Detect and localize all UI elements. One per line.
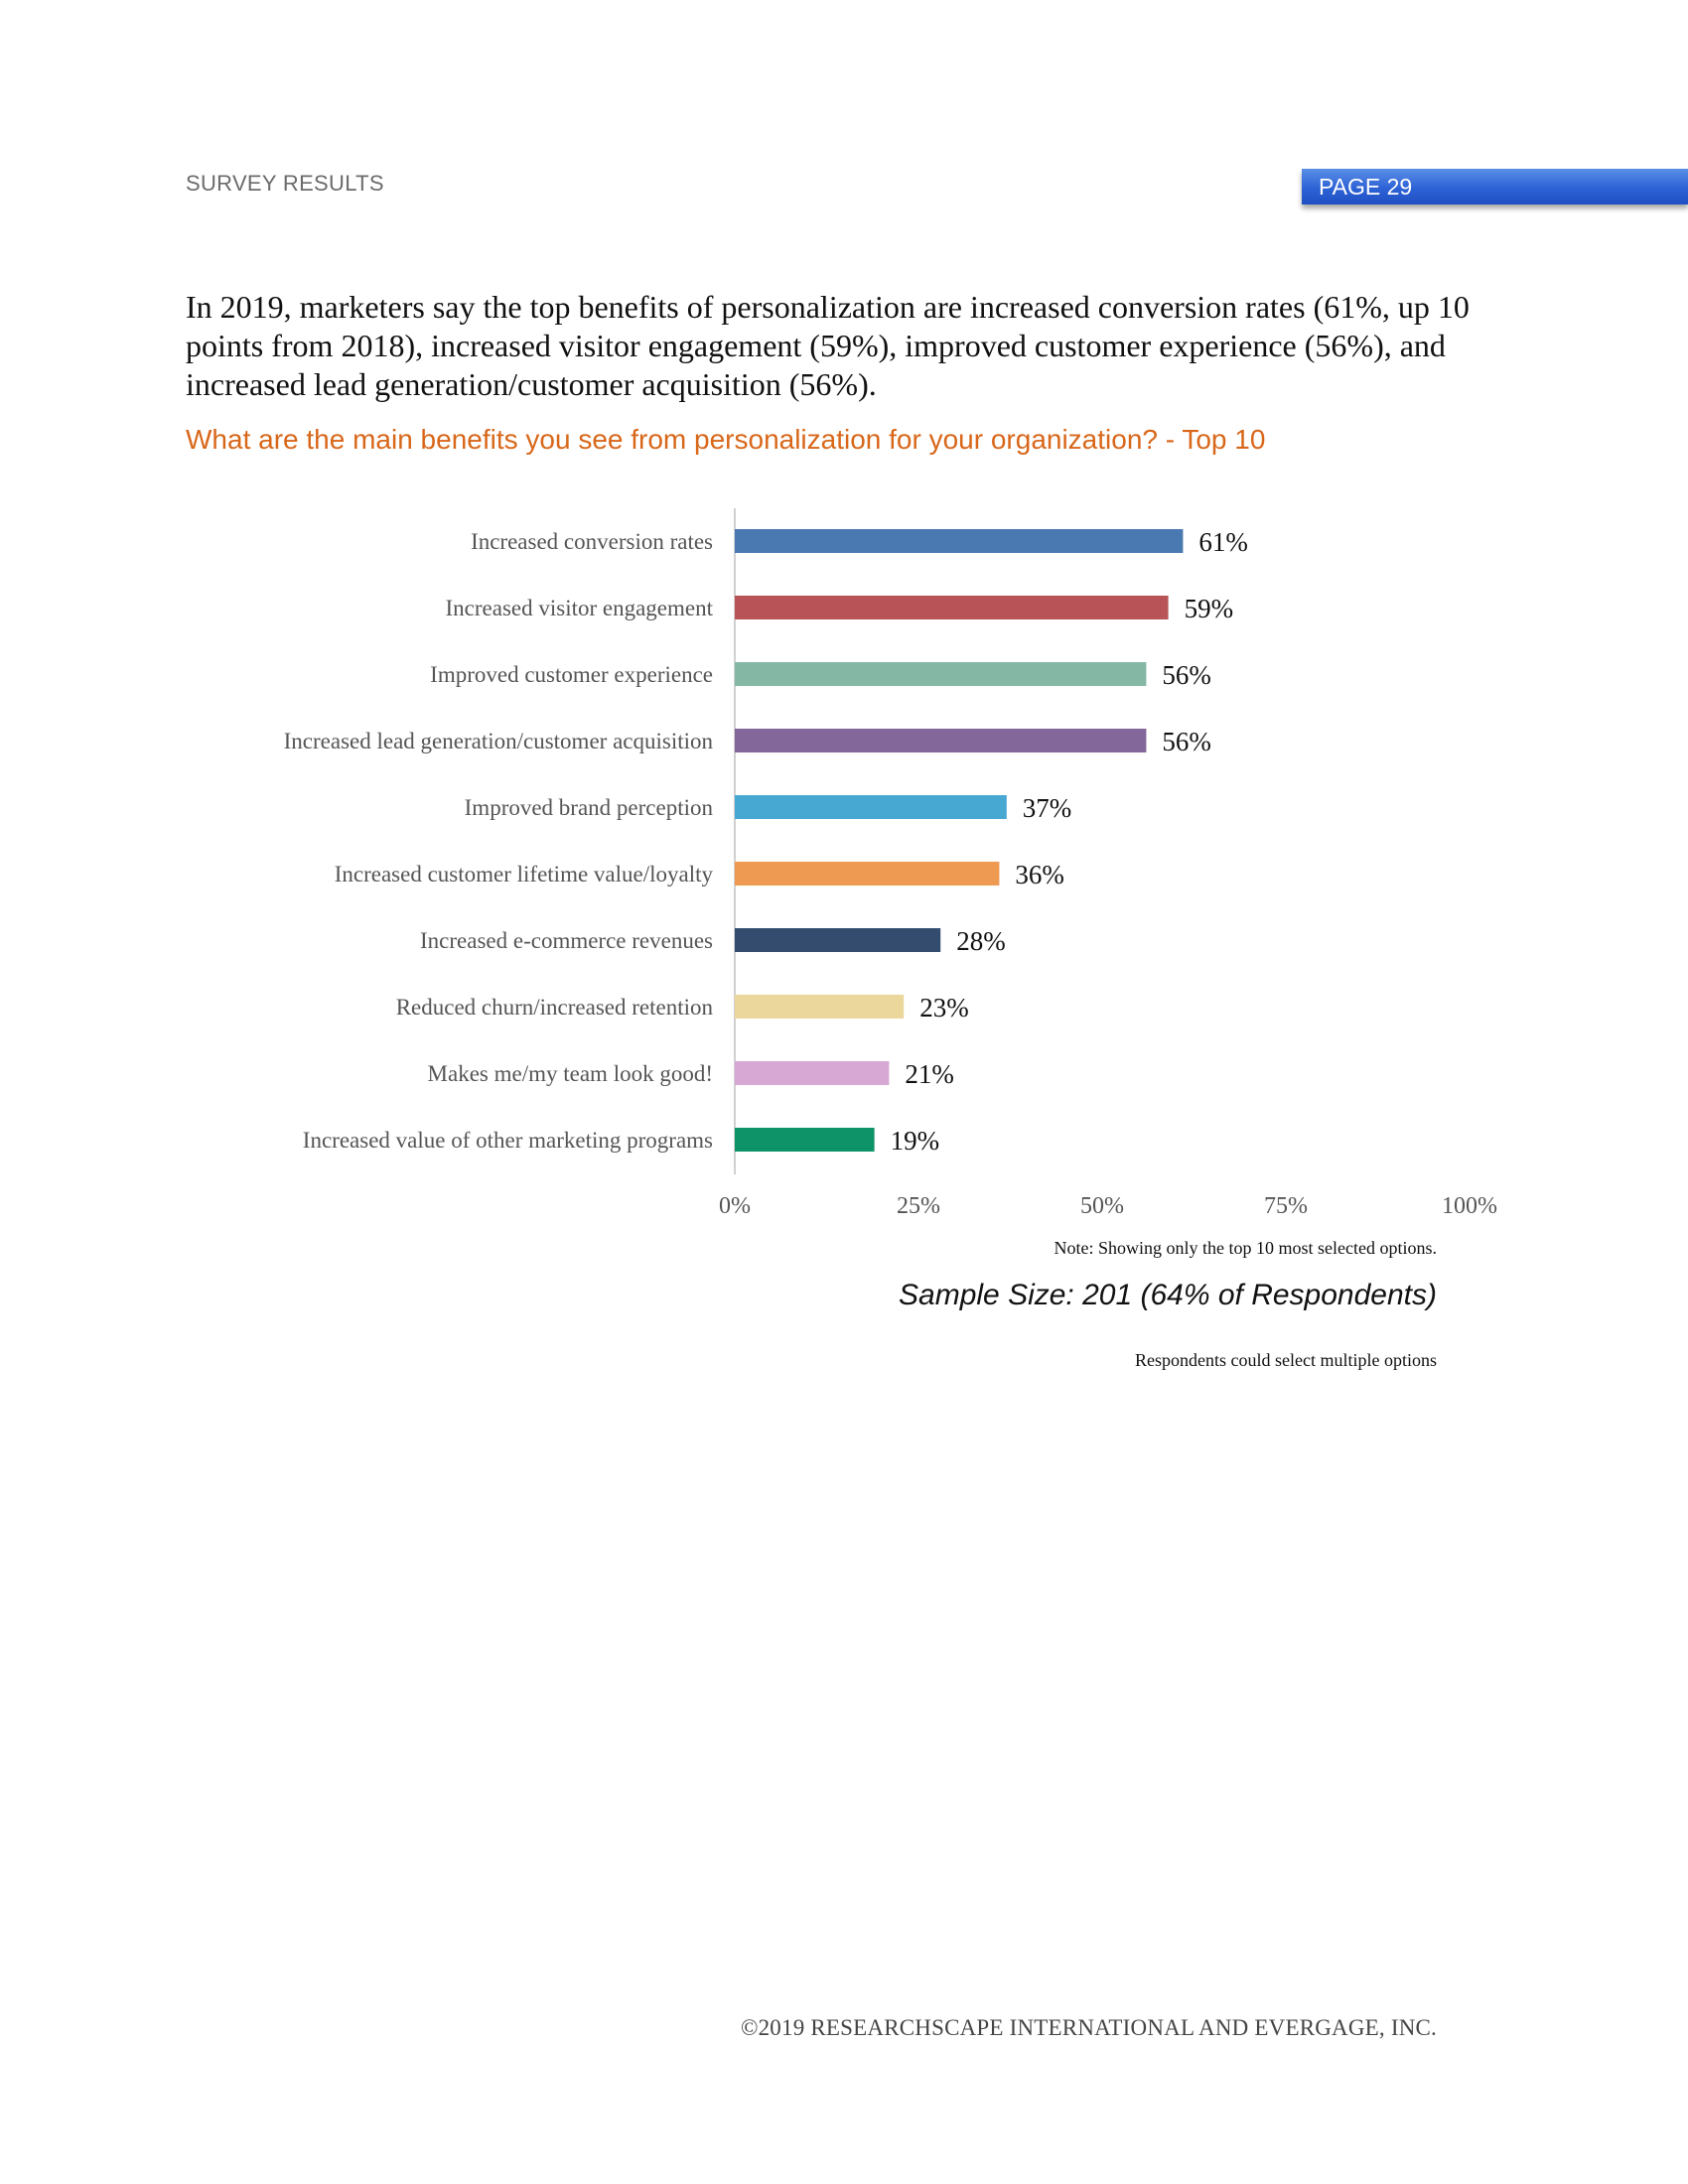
category-label: Improved brand perception — [464, 795, 713, 820]
bar — [735, 729, 1146, 752]
data-label: 21% — [905, 1059, 954, 1089]
bar — [735, 662, 1146, 686]
x-tick-label: 50% — [1080, 1193, 1124, 1219]
category-label: Reduced churn/increased retention — [395, 995, 713, 1020]
sample-size: Sample Size: 201 (64% of Respondents) — [899, 1279, 1437, 1311]
bar — [735, 1061, 889, 1085]
category-label: Increased e-commerce revenues — [420, 928, 713, 953]
data-label: 61% — [1198, 527, 1248, 557]
data-label: 36% — [1015, 860, 1064, 889]
bar — [735, 596, 1169, 619]
category-label: Increased value of other marketing programs — [302, 1128, 713, 1153]
bar — [735, 995, 904, 1019]
x-tick-label: 0% — [719, 1193, 751, 1219]
bar — [735, 1128, 875, 1152]
category-label: Makes me/my team look good! — [427, 1061, 713, 1086]
bar — [735, 529, 1183, 553]
data-label: 59% — [1184, 594, 1234, 623]
data-label: 56% — [1162, 660, 1211, 690]
bar — [735, 795, 1007, 819]
headline: In 2019, marketers say the top benefits of personalization are increased conversion rates (61%, up 10 points from 2018), increased visitor engagement (59%), improved customer experience (56%), and increased lead generation/customer acquisition (56%). — [186, 289, 1470, 402]
data-label: 37% — [1022, 793, 1072, 823]
data-label: 56% — [1162, 727, 1211, 756]
x-tick-label: 100% — [1442, 1193, 1497, 1219]
x-tick-label: 25% — [897, 1193, 940, 1219]
multiple-options-note: Respondents could select multiple options — [1135, 1350, 1437, 1370]
x-tick-label: 75% — [1264, 1193, 1308, 1219]
data-label: 19% — [890, 1126, 940, 1156]
copyright-footer: ©2019 RESEARCHSCAPE INTERNATIONAL AND EVERGAGE, INC. — [740, 2015, 1437, 2040]
category-label: Increased visitor engagement — [445, 596, 713, 620]
bar — [735, 862, 999, 886]
bar — [735, 928, 940, 952]
category-label: Increased customer lifetime value/loyalty — [334, 862, 713, 887]
category-label: Increased conversion rates — [471, 529, 713, 554]
category-label: Improved customer experience — [430, 662, 713, 687]
category-label: Increased lead generation/customer acquisition — [283, 729, 713, 753]
data-label: 28% — [956, 926, 1006, 956]
survey-question: What are the main benefits you see from personalization for your organization? - Top 10 — [186, 424, 1266, 455]
data-label: 23% — [919, 993, 969, 1023]
page-number-tab: PAGE 29 — [1302, 169, 1688, 205]
top10-note: Note: Showing only the top 10 most selected options. — [1054, 1238, 1437, 1258]
section-label: SURVEY RESULTS — [186, 171, 384, 196]
